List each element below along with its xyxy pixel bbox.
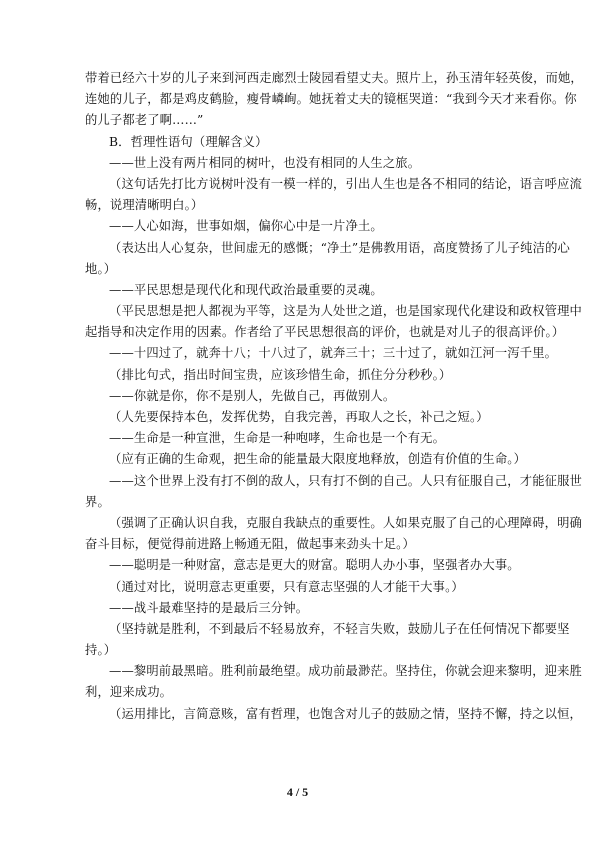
text-line: 畅，说理清晰明白。） xyxy=(85,198,204,213)
text-line: ——这个世界上没有打不倒的敌人，只有打不倒的自己。人只有征服自己，才能征服世 xyxy=(109,473,582,488)
text-line: ——世上没有两片相同的树叶，也没有相同的人生之旅。 xyxy=(109,155,421,170)
text-line: ——聪明是一种财富，意志是更大的财富。聪明人办小事，坚强者办大事。 xyxy=(109,558,520,573)
text-line: 奋斗目标，便觉得前进路上畅通无阻，做起事来劲头十足。） xyxy=(85,537,415,552)
text-line: （这句话先打比方说树叶没有一模一样的，引出人生也是各不相同的结论，语言呼应流 xyxy=(109,176,582,191)
text-line: ——人心如海，世事如烟，偏你心中是一片净土。 xyxy=(109,219,383,234)
text-line: ——十四过了，就奔十八；十八过了，就奔三十；三十过了，就如江河一泻千里。 xyxy=(109,346,558,361)
text-line: （应有正确的生命观，把生命的能量最大限度地释放，创造有价值的生命。） xyxy=(109,452,527,467)
text-line: 持。） xyxy=(85,643,117,658)
text-line: ——平民思想是现代化和现代政治最重要的灵魂。 xyxy=(109,282,383,297)
text-line: 的儿子都老了啊……” xyxy=(85,113,204,128)
text-line: 带着已经六十岁的儿子来到河西走廊烈士陵园看望丈夫。照片上，孙玉清年轻英俊，而她， xyxy=(85,71,583,85)
text-line: ——黎明前最黑暗。胜利前最绝望。成功前最渺茫。坚持住，你就会迎来黎明，迎来胜 xyxy=(109,664,582,679)
text-line: （排比句式，指出时间宝贵，应该珍惜生命，抓住分分秒秒。） xyxy=(109,367,452,382)
text-line: （强调了正确认识自我，克服自我缺点的重要性。人如果克服了自己的心理障碍，明确 xyxy=(109,515,582,530)
text-line: 连她的儿子，都是鸡皮鹤脸，瘦骨嶙峋。她抚着丈夫的镜框哭道：“我到今天才来看你。你 xyxy=(85,92,577,107)
text-line: 利，迎来成功。 xyxy=(85,685,173,700)
text-line: 界。 xyxy=(85,494,110,509)
page-number: 4 / 5 xyxy=(286,785,309,799)
text-line: （人先要保持本色，发挥优势，自我完善，再取人之长，补己之短。） xyxy=(109,410,489,424)
text-line: （坚持就是胜利，不到最后不轻易放弃，不轻言失败，鼓励儿子在任何情况下都要坚 xyxy=(109,621,570,636)
text-line: B．哲理性语句（理解含义） xyxy=(109,134,268,149)
text-line: ——战斗最难坚持的是最后三分钟。 xyxy=(109,600,309,615)
document-body xyxy=(85,68,583,725)
text-line: ——你就是你，你不是别人，先做自己，再做别人。 xyxy=(109,388,396,403)
text-line: 地。） xyxy=(85,261,117,276)
text-line: （通过对比，说明意志更重要，只有意志坚强的人才能干大事。） xyxy=(109,579,464,594)
text-line: （运用排比，言简意赅，富有哲理，也饱含对儿子的鼓励之情，坚持不懈，持之以恒， xyxy=(109,706,582,721)
text-line: 起指导和决定作用的因素。作者给了平民思想很高的评价，也就是对儿子的很高评价。） xyxy=(85,325,565,340)
text-line: （表达出人心复杂，世间虚无的感慨；“净土”是佛教用语，高度赞扬了儿子纯洁的心 xyxy=(109,240,570,255)
text-line: （平民思想是把人都视为平等，这是为人处世之道，也是国家现代化建设和政权管理中 xyxy=(109,304,582,319)
text-line: ——生命是一种宣泄，生命是一种咆哮，生命也是一个有无。 xyxy=(109,431,446,446)
